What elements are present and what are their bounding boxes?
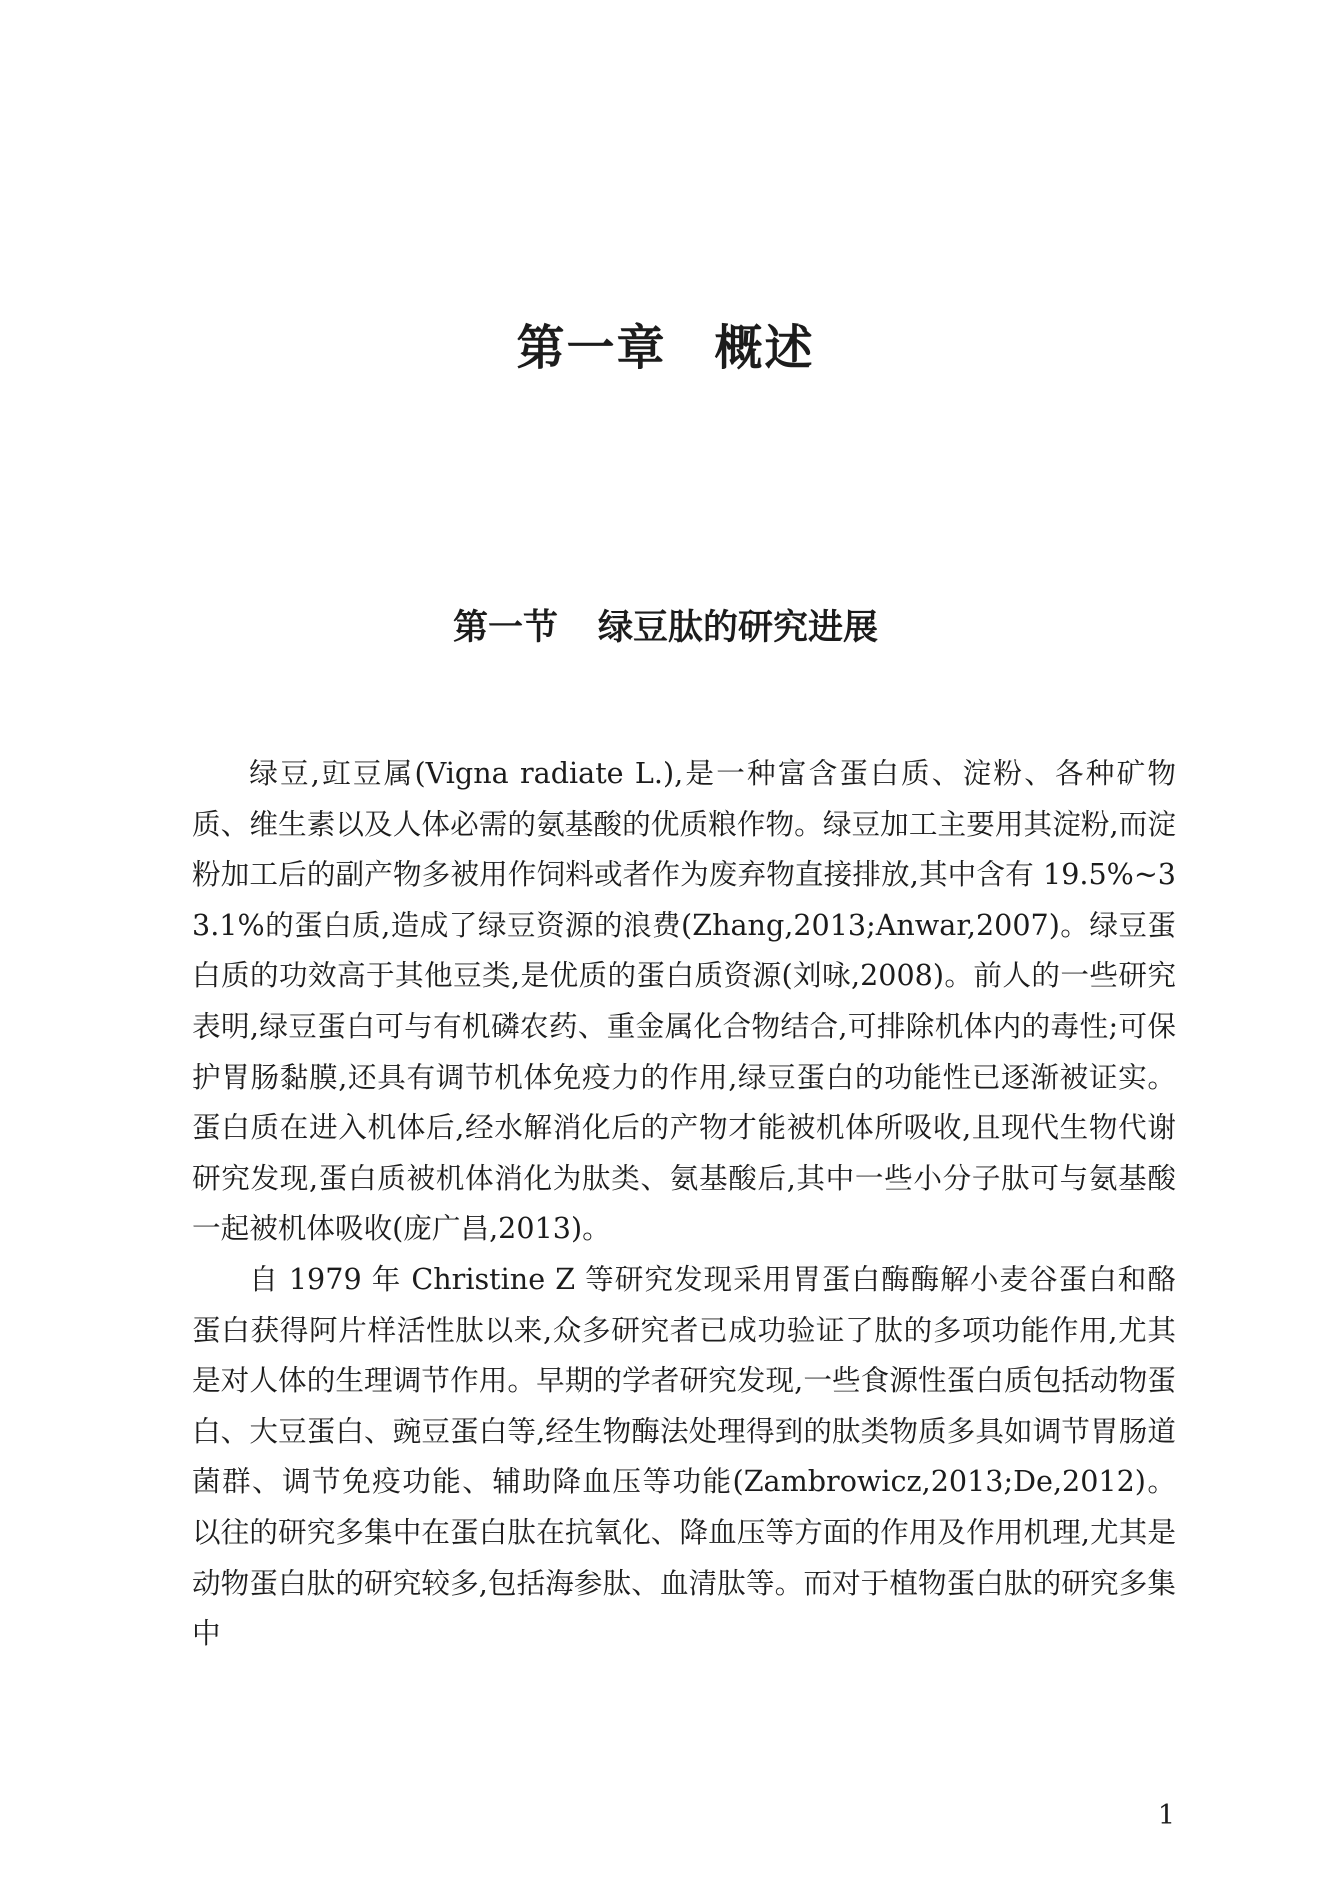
paragraph-1: 绿豆,豇豆属(Vigna radiate L.),是一种富含蛋白质、淀粉、各种矿物质、维生素以及人体必需的氨基酸的优质粮作物。绿豆加工主要用其淀粉,而淀粉加工后的副产物多被用作饲料或者作为废弃物直接排放,其中含有 19.5%~33.1%的蛋白质,造成了绿豆资源的浪费(Zhang,2013;Anwar,2007)。绿豆蛋白质的功效高于其他豆类,是优质的蛋白质资源(刘咏,2008)。前人的一些研究表明,绿豆蛋白可与有机磷农药、重金属化合物结合,可排除机体内的毒性;可保护胃肠黏膜,还具有调节机体免疫力的作用,绿豆蛋白的功能性已逐渐被证实。蛋白质在进入机体后,经水解消化后的产物才能被机体所吸收,且现代生物代谢研究发现,蛋白质被机体消化为肽类、氨基酸后,其中一些小分子肽可与氨基酸一起被机体吸收(庞广昌,2013)。 [192, 756, 1176, 1246]
page-number: 1 [1157, 1800, 1175, 1831]
chapter-number: 第一章 [516, 320, 667, 376]
chapter-title [0, 318, 1331, 378]
section-title [0, 604, 1331, 652]
chapter-name: 概述 [714, 320, 815, 376]
body-text [192, 748, 1176, 1659]
section-name: 绿豆肽的研究进展 [598, 607, 879, 648]
paragraph-2: 自 1979 年 Christine Z 等研究发现采用胃蛋白酶酶解小麦谷蛋白和酪蛋白获得阿片样活性肽以来,众多研究者已成功验证了肽的多项功能作用,尤其是对人体的生理调节作用。早期的学者研究发现,一些食源性蛋白质包括动物蛋白、大豆蛋白、豌豆蛋白等,经生物酶法处理得到的肽类物质多具如调节胃肠道菌群、调节免疫功能、辅助降血压等功能(Zambrowicz,2013;De,2012)。以往的研究多集中在蛋白肽在抗氧化、降血压等方面的作用及作用机理,尤其是动物蛋白肽的研究较多,包括海参肽、血清肽等。而对于植物蛋白肽的研究多集中 [192, 1261, 1176, 1651]
section-number: 第一节 [452, 607, 558, 648]
